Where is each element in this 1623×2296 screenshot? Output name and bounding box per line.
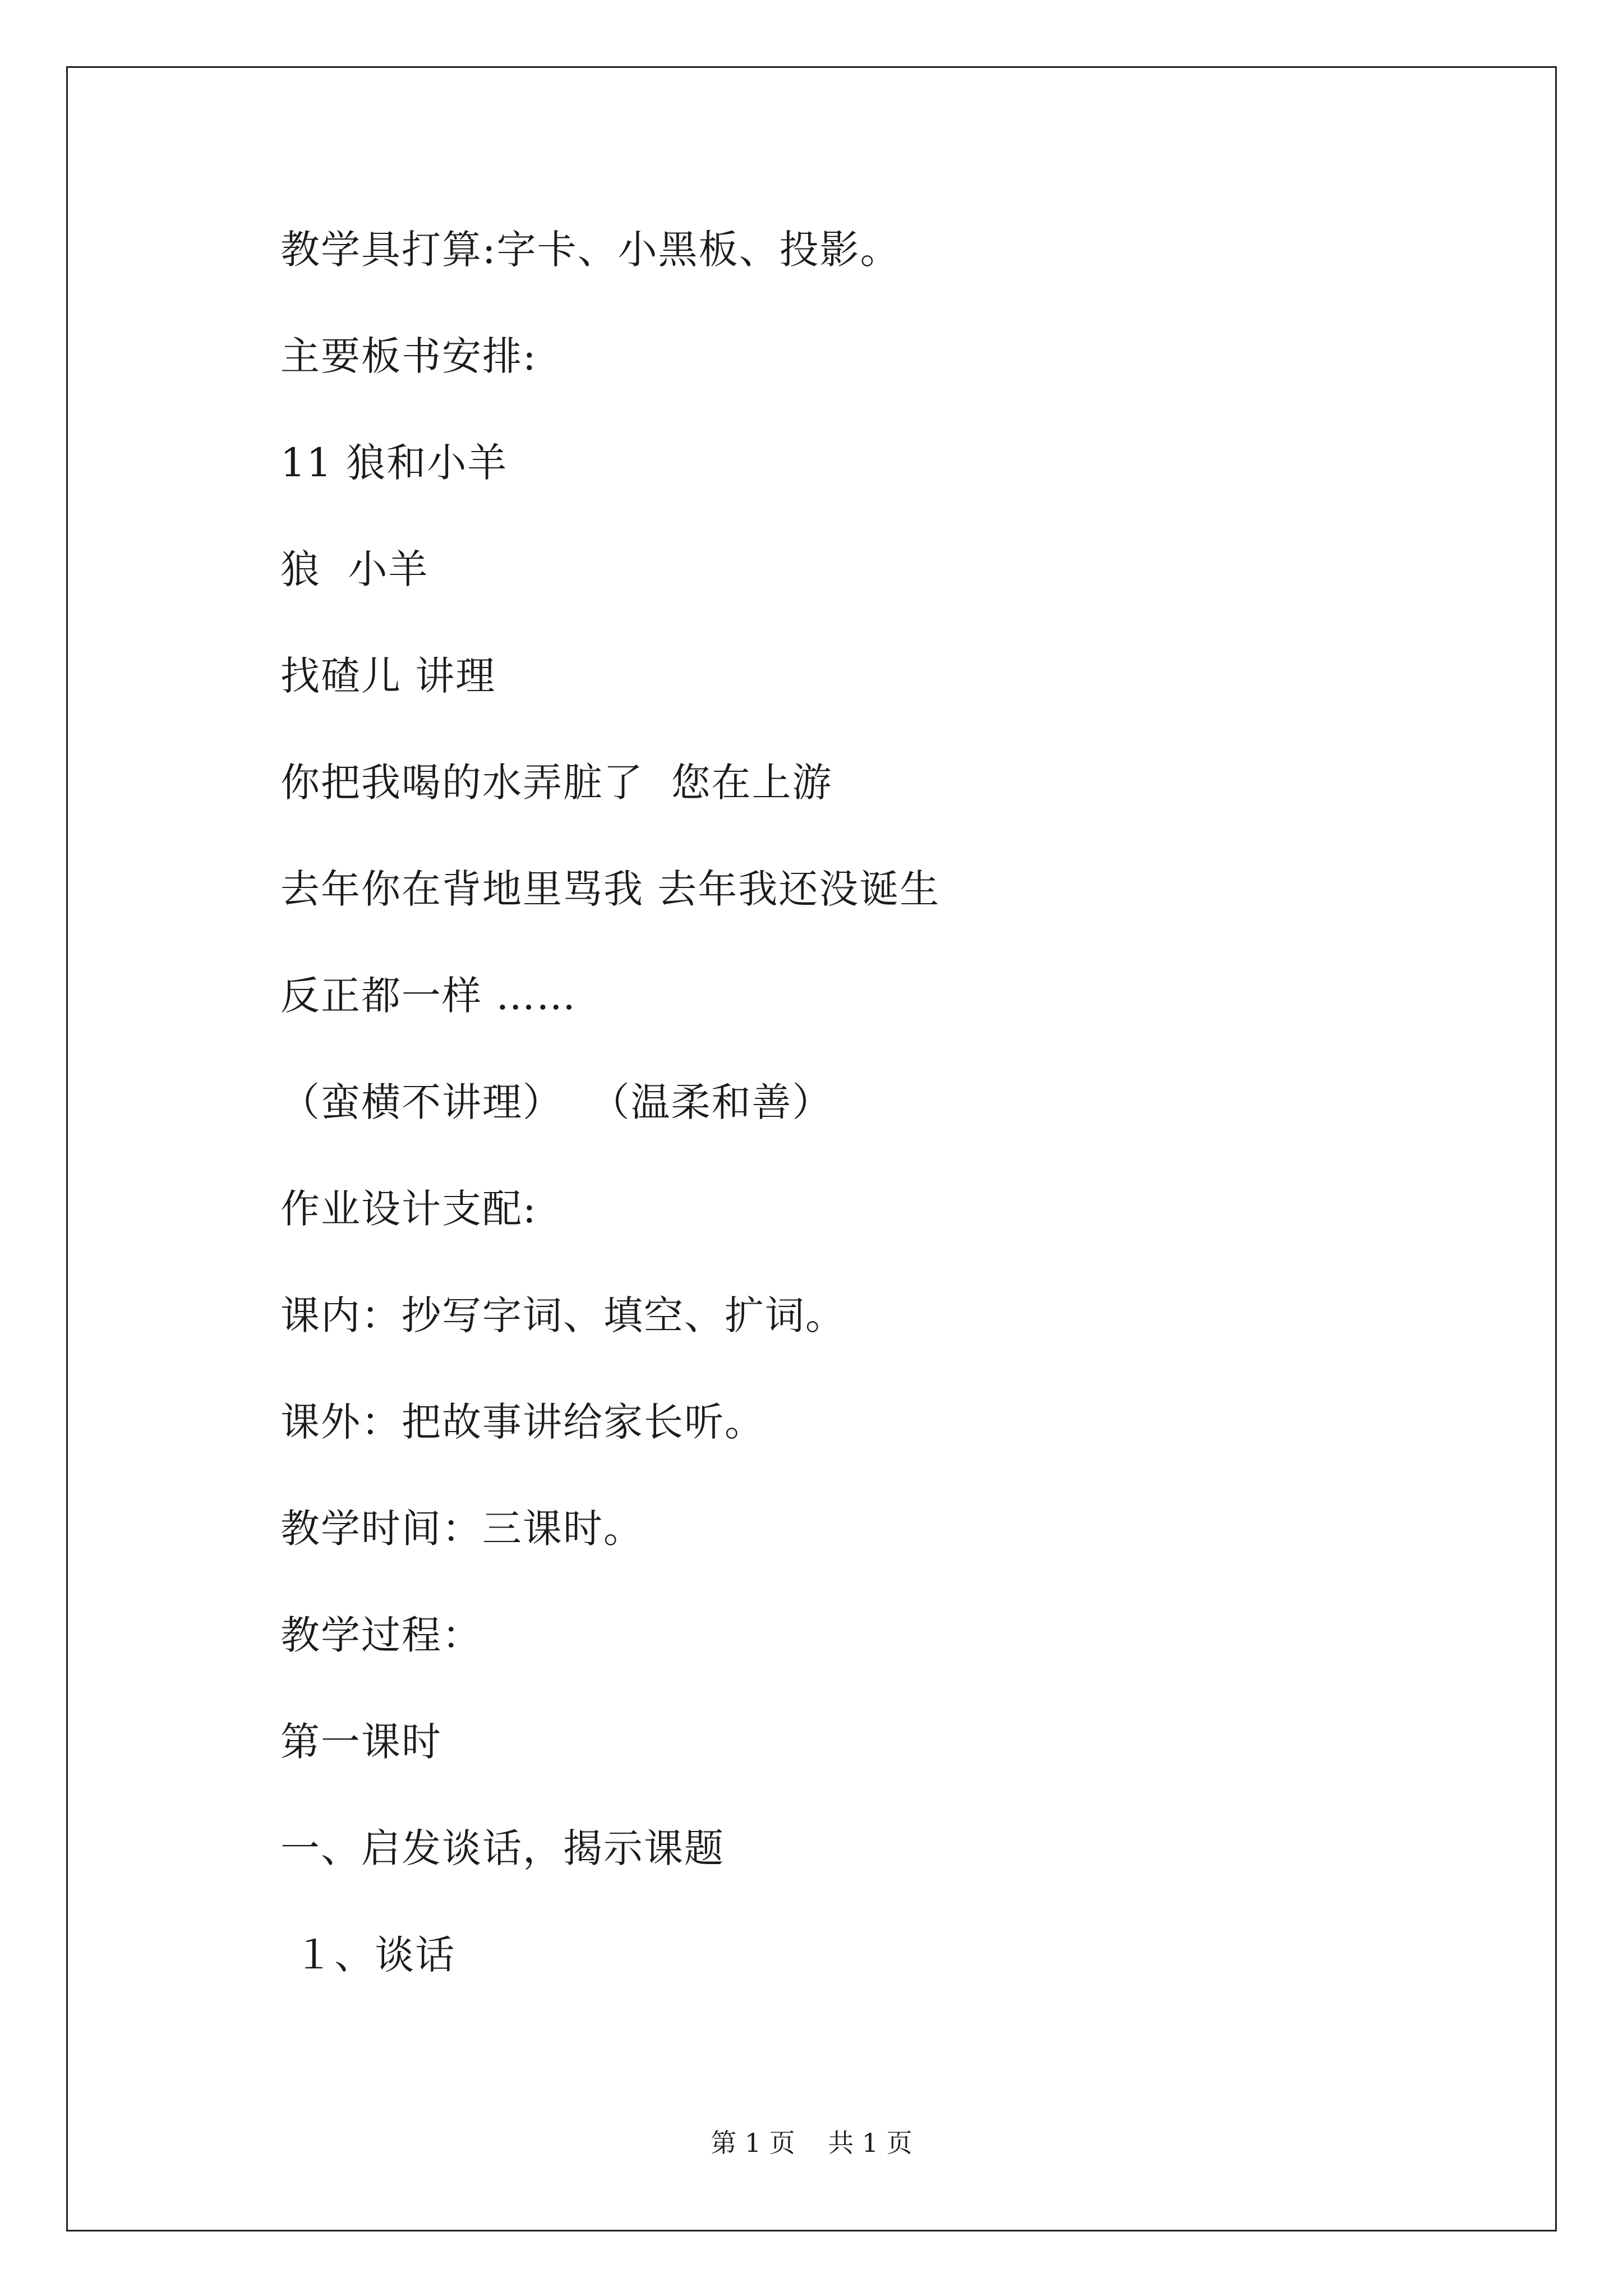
text-line-homework-heading: 作业设计支配: (280, 1186, 537, 1232)
text-line-step-one: １、谈话 (280, 1932, 456, 1978)
text-line-homework-in-class: 课内：抄写字词、填空、扩词。 (280, 1292, 846, 1338)
text-line-board-plan-heading: 主要板书安排: (280, 333, 537, 379)
text-line-first-period: 第一课时 (280, 1719, 442, 1765)
text-line-teaching-aids: 教学具打算:字卡、小黑板、投影。 (280, 227, 901, 273)
text-line-dialogue-3: 反正都一样 …… (280, 973, 577, 1019)
text-line-section-one: 一、启发谈话，揭示课题 (280, 1825, 725, 1871)
text-line-characters: 狼 小羊 (280, 546, 429, 592)
text-line-lesson-title: 11 狼和小羊 (280, 440, 508, 486)
page-border (66, 66, 1557, 2231)
text-line-teaching-time: 教学时间：三课时。 (280, 1506, 644, 1552)
text-line-homework-after-class: 课外：把故事讲给家长听。 (280, 1399, 765, 1445)
text-line-process-heading: 教学过程： (280, 1612, 482, 1658)
page-footer: 第 1 页 共 1 页 (711, 2128, 912, 2158)
text-line-traits: （蛮横不讲理） （温柔和善） (280, 1079, 833, 1125)
text-line-dialogue-1: 你把我喝的水弄脏了 您在上游 (280, 760, 833, 806)
text-line-actions: 找碴儿 讲理 (280, 653, 496, 699)
text-line-dialogue-2: 去年你在背地里骂我 去年我还没诞生 (280, 866, 940, 912)
